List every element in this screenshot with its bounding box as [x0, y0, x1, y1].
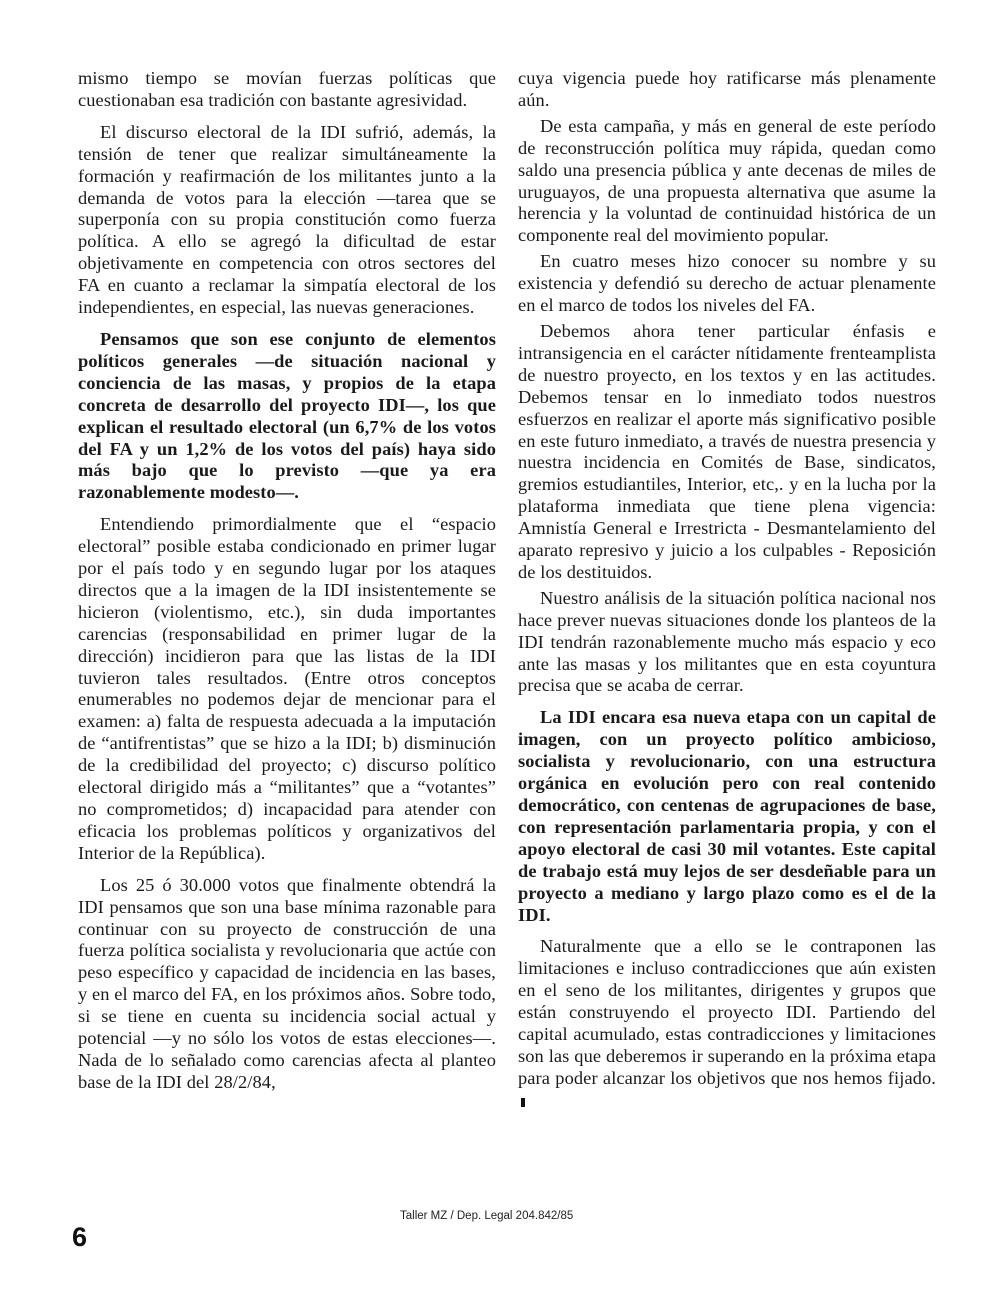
paragraph: El discurso electoral de la IDI sufrió, además, la tensión de tener que realizar simultáneamente la formación y reafirmación de los militantes junto a la demanda de votos para la elección —tarea que se superponía con su propia constitución como fuerza política. A ello se agregó la dificultad de estar objetivamente en competencia con otros sectores del FA en cuanto a reclamar la simpatía electoral de los independientes, en especial, las nuevas generaciones.	[78, 121, 496, 318]
paragraph: Pensamos que son ese conjunto de elementos políticos generales —de situación nacional y conciencia de las masas, y propios de la etapa concreta de desarrollo del proyecto IDI—, los que explican el resultado electoral (un 6,7% de los votos del FA y un 1,2% de los votos del país) haya sido más bajo que lo previsto —que ya era razonablemente modesto—.	[78, 328, 496, 503]
end-mark-icon	[521, 1098, 525, 1107]
paragraph-closing	[518, 936, 936, 1111]
paragraph: Nuestro análisis de la situación política nacional nos hace prever nuevas situaciones donde los planteos de la IDI tendrán razonablemente mucho más espacio y eco ante las masas y los militantes que en esta coyuntura precisa que se acaba de cerrar.	[518, 587, 936, 696]
paragraph: mismo tiempo se movían fuerzas políticas que cuestionaban esa tradición con bastante agresividad.	[78, 68, 496, 110]
paragraph: Entendiendo primordialmente que el “espacio electoral” posible estaba condicionado en primer lugar por el país todo y en segundo lugar por los ataques directos que a la imagen de la IDI insistentemente se hicieron (violentismo, etc.), sin duda importantes carencias (responsabilidad en primer lugar de la dirección) incidieron para que las listas de la IDI tuvieron tales resultados. (Entre otros conceptos enumerables no podemos dejar de mencionar para el examen: a) falta de respuesta adecuada a la imputación de “antifrentistas” que se hizo a la IDI; b) disminución de la credibilidad del proyecto; c) discurso político electoral dirigido más a “militantes” que a “votantes” no comprometidos; d) incapacidad para atender con eficacia los problemas políticos y organizativos del Interior de la República).	[78, 514, 496, 863]
paragraph: Debemos ahora tener particular énfasis e intransigencia en el carácter nítidamente frenteamplista de nuestro proyecto, en los textos y en las actitudes. Debemos tensar en lo inmediato todos nuestros esfuerzos en realizar el aporte más significativo posible en este futuro inmediato, a través de nuestra presencia y nuestra incidencia en Comités de Base, sindicatos, gremios estudiantiles, Interior, etc,. y en la lucha por la plataforma inmediata que tiene plena vigencia: Amnistía General e Irrestricta - Desmantelamiento del aparato represivo y juicio a los culpables - Reposición de los destituidos.	[518, 320, 936, 582]
right-column	[518, 68, 936, 1122]
paragraph: De esta campaña, y más en general de este período de reconstrucción política muy rápida, quedan como saldo una presencia pública y ante decenas de miles de uruguayos, de una propuesta alternativa que asume la herencia y la voluntad de continuidad histórica de un componente real del movimiento popular.	[518, 115, 936, 246]
paragraph: La IDI encara esa nueva etapa con un capital de imagen, con un proyecto político ambicioso, socialista y revolucionario, con una estructura orgánica en evolución pero con real contenido democrático, con centenas de agrupaciones de base, con representación parlamentaria propia, y con el apoyo electoral de casi 30 mil votantes. Este capital de trabajo está muy lejos de ser desdeñable para un proyecto a mediano y largo plazo como es el de la IDI.	[518, 707, 936, 925]
print-credit: Taller MZ / Dep. Legal 204.842/85	[400, 1210, 574, 1222]
paragraph: Los 25 ó 30.000 votos que finalmente obtendrá la IDI pensamos que son una base mínima razonable para continuar con su proyecto de construcción de una fuerza política socialista y revolucionaria que actúe con peso específico y capacidad de incidencia en las bases, y en el marco del FA, en los próximos años. Sobre todo, si se tiene en cuenta su incidencia social actual y potencial —y no sólo los votos de estas elecciones—. Nada de lo señalado como carencias afecta al planteo base de la IDI del 28/2/84,	[78, 874, 496, 1092]
left-column	[78, 68, 496, 1104]
closing-text: Naturalmente que a ello se le contraponen las limitaciones e incluso contradicciones que aún existen en el seno de los militantes, dirigentes y grupos que están construyendo el proyecto IDI. Partiendo del capital acumulado, estas contradicciones y limitaciones son las que deberemos ir superando en la próxima etapa para poder alcanzar los objetivos que nos hemos fijado.	[518, 936, 936, 1088]
paragraph: En cuatro meses hizo conocer su nombre y su existencia y defendió su derecho de actuar plenamente en el marco de todos los niveles del FA.	[518, 251, 936, 316]
paragraph: cuya vigencia puede hoy ratificarse más plenamente aún.	[518, 68, 936, 110]
page-number: 6	[72, 1222, 88, 1252]
